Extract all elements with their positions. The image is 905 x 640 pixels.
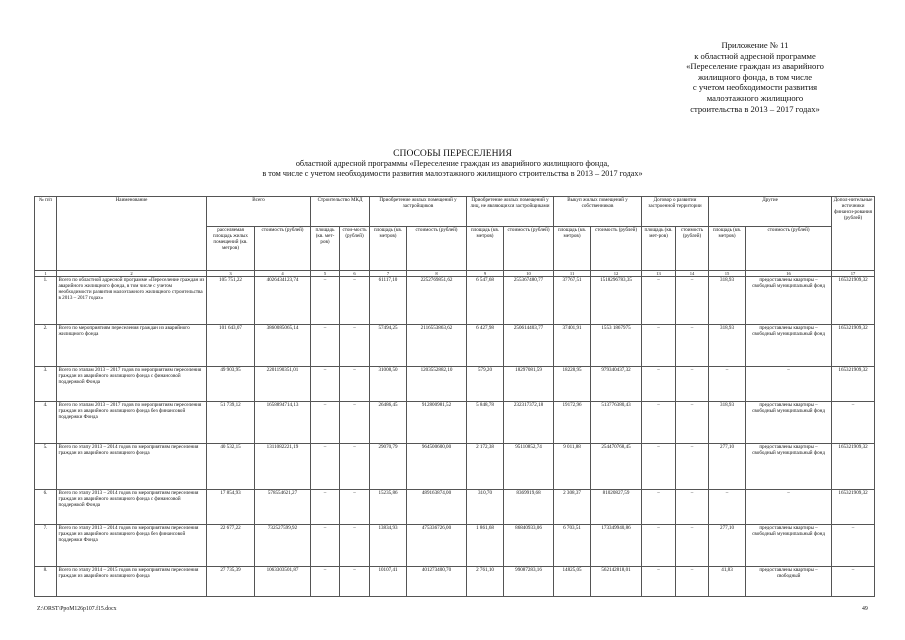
cell-c11: 19172,96 <box>554 402 591 444</box>
row-name: Всего по этапу 2013 – 2014 годов по мероприятиям переселения граждан из аварийного жилищного фонда <box>57 444 207 490</box>
cell-c15: 41,83 <box>709 567 746 597</box>
cell-c7: 13834,93 <box>370 525 407 567</box>
cell-c12: 1553 1867975 <box>591 325 642 367</box>
cell-c9: 1 861,68 <box>467 525 504 567</box>
cell-c4: 1658894714,13 <box>255 402 311 444</box>
cell-c17: 165321909,32 <box>832 444 875 490</box>
header-other: Другие <box>709 197 832 227</box>
cell-c17: 165321909,32 <box>832 490 875 525</box>
cell-c8: 2116553863,62 <box>407 325 467 367</box>
column-number: 5 <box>311 271 340 277</box>
cell-c14: – <box>676 490 709 525</box>
header-total: Всего <box>207 197 311 227</box>
cell-c10: 250614403,77 <box>504 325 554 367</box>
column-number: 1 <box>35 271 57 277</box>
cell-c6: – <box>340 367 370 402</box>
cell-c9: 579,20 <box>467 367 504 402</box>
cell-c3: 49 903,95 <box>207 367 255 402</box>
cell-c17: – <box>832 525 875 567</box>
cell-c16: предоставлены квартиры – свободный муниципальный фонд <box>746 277 832 325</box>
cell-c10: 95110852,74 <box>504 444 554 490</box>
cell-c11: 14825,05 <box>554 567 591 597</box>
cell-c8: 1203552882,10 <box>407 367 467 402</box>
cell-c9: 2 172,38 <box>467 444 504 490</box>
cell-c7: 57494,25 <box>370 325 407 367</box>
cell-c5: – <box>311 325 340 367</box>
title-sub-2: в том числе с учетом необходимости развития малоэтажного жилищного строительства в 2013 – 2017 годах» <box>262 169 643 178</box>
cell-c16: предоставлены квартиры – свободный муниципальный фонд <box>746 402 832 444</box>
column-number: 15 <box>709 271 746 277</box>
cell-c5: – <box>311 444 340 490</box>
table-row <box>35 525 875 567</box>
appendix-line: малоэтажного жилищного <box>706 92 804 103</box>
header-cost: стоимость (рублей) <box>407 227 467 271</box>
table-row <box>35 277 875 325</box>
cell-c12: 979340437,32 <box>591 367 642 402</box>
cell-c15: 277,10 <box>709 444 746 490</box>
cell-c13: – <box>642 567 676 597</box>
cell-c6: – <box>340 277 370 325</box>
title-sub-1: областной адресной программы «Переселение граждан из аварийного жилищного фонда, <box>295 159 610 168</box>
header-area: площадь (кв. метров) <box>467 227 504 271</box>
cell-c12: 513776380,43 <box>591 402 642 444</box>
row-number: 1. <box>35 277 57 325</box>
cell-c3: 51 739,12 <box>207 402 255 444</box>
cell-c13: – <box>642 277 676 325</box>
column-number: 12 <box>591 271 642 277</box>
appendix-line: к областной адресной программе <box>694 50 816 61</box>
cell-c12: 81020827,59 <box>591 490 642 525</box>
cell-c13: – <box>642 367 676 402</box>
header-cost: стоимость (рублей) <box>255 227 311 271</box>
column-number: 2 <box>57 271 207 277</box>
header-no: № п/п <box>35 197 57 271</box>
page-number: 49 <box>862 606 868 612</box>
table-row <box>35 402 875 444</box>
row-name: Всего по этапам 2013 – 2017 годов по мероприятиям переселения граждан из аварийного жилищного фонда с финансовой поддержкой Фонда <box>57 367 207 402</box>
column-number: 11 <box>554 271 591 277</box>
row-number: 4. <box>35 402 57 444</box>
appendix-line: «Переселение граждан из аварийного <box>686 61 824 72</box>
cell-c9: 5 848,78 <box>467 402 504 444</box>
cell-c6: – <box>340 567 370 597</box>
cell-c8: 2252769851,62 <box>407 277 467 325</box>
column-number: 9 <box>467 271 504 277</box>
header-area: площадь (кв. метров) <box>370 227 407 271</box>
cell-c8: 475336726,00 <box>407 525 467 567</box>
cell-c8: 912800981,52 <box>407 402 467 444</box>
cell-c16: предоставлены квартиры – свободный муниципальный фонд <box>746 525 832 567</box>
cell-c12: 1518296783,35 <box>591 277 642 325</box>
header-buyout: Выкуп жилых помещений у собственников <box>554 197 642 227</box>
cell-c16: предоставлены квартиры – свободный <box>746 567 832 597</box>
cell-c15: – <box>709 367 746 402</box>
cell-c10: 18297081,59 <box>504 367 554 402</box>
column-number: 17 <box>832 271 875 277</box>
cell-c4: 1063303501,87 <box>255 567 311 597</box>
cell-c14: – <box>676 367 709 402</box>
cell-c13: – <box>642 325 676 367</box>
header-area: площадь (кв. метров) <box>709 227 746 271</box>
cell-c13: – <box>642 402 676 444</box>
appendix-note <box>645 40 865 114</box>
row-number: 8. <box>35 567 57 597</box>
column-number: 16 <box>746 271 832 277</box>
cell-c14: – <box>676 325 709 367</box>
cell-c15: 318,93 <box>709 277 746 325</box>
cell-c14: – <box>676 444 709 490</box>
cell-c5: – <box>311 402 340 444</box>
cell-c6: – <box>340 525 370 567</box>
cell-c9: 6 427,98 <box>467 325 504 367</box>
cell-c14: – <box>676 277 709 325</box>
cell-c10: 99087283,16 <box>504 567 554 597</box>
table-row <box>35 567 875 597</box>
cell-c16: – <box>746 367 832 402</box>
header-cost: стои-мость (рублей) <box>340 227 370 271</box>
header-non-developers: Приобретение жилых помещений у лиц, не являющихся застройщиками <box>467 197 554 227</box>
row-number: 3. <box>35 367 57 402</box>
cell-c11: 6 703,51 <box>554 525 591 567</box>
cell-c8: 489163874,00 <box>407 490 467 525</box>
table-row <box>35 367 875 402</box>
cell-c12: 562142818,01 <box>591 567 642 597</box>
cell-c16: предоставлены квартиры – свободный муниципальный фонд <box>746 444 832 490</box>
cell-c6: – <box>340 444 370 490</box>
header-extra-sources: Допол-нительные источники финанси-рования (рублей) <box>832 197 875 271</box>
appendix-line: с учетом необходимости развития <box>692 82 818 93</box>
cell-c12: 254470768,45 <box>591 444 642 490</box>
column-number: 4 <box>255 271 311 277</box>
cell-c13: – <box>642 490 676 525</box>
row-name: Всего по этапу 2013 – 2014 годов по мероприятиям переселения граждан из аварийного жилищного фонда без финансовой поддержки Фонда <box>57 525 207 567</box>
cell-c3: 105 751,22 <box>207 277 255 325</box>
cell-c9: 6 547,68 <box>467 277 504 325</box>
header-cost: стоимость (рублей) <box>676 227 709 271</box>
cell-c15: – <box>709 490 746 525</box>
column-number: 14 <box>676 271 709 277</box>
cell-c8: 964500600,00 <box>407 444 467 490</box>
header-area: площадь (кв. метров) <box>554 227 591 271</box>
cell-c5: – <box>311 567 340 597</box>
cell-c7: 29070,79 <box>370 444 407 490</box>
table-row <box>35 444 875 490</box>
cell-c16: – <box>746 490 832 525</box>
cell-c5: – <box>311 277 340 325</box>
header-cost: стоимость (рублей) <box>591 227 642 271</box>
row-number: 5. <box>35 444 57 490</box>
cell-c8: 401273400,70 <box>407 567 467 597</box>
header-area-settled: расселяемая площадь жилых помещений (кв. метров) <box>207 227 255 271</box>
cell-c14: – <box>676 402 709 444</box>
cell-c17: 165321909,32 <box>832 277 875 325</box>
cell-c11: 37401,91 <box>554 325 591 367</box>
column-number: 13 <box>642 271 676 277</box>
column-number: 6 <box>340 271 370 277</box>
cell-c15: 318,93 <box>709 402 746 444</box>
cell-c3: 22 677,22 <box>207 525 255 567</box>
cell-c11: 9 011,88 <box>554 444 591 490</box>
row-name: Всего по этапу 2014 – 2015 годов по мероприятиям переселения граждан из аварийного жилищного фонда <box>57 567 207 597</box>
cell-c17: – <box>832 402 875 444</box>
title-main: СПОСОБЫ ПЕРЕСЕЛЕНИЯ <box>393 148 512 159</box>
cell-c10: 8369919,68 <box>504 490 554 525</box>
footer-file-path: Z:\ORST\PpoM126p107.f15.docx <box>37 606 117 612</box>
cell-c14: – <box>676 567 709 597</box>
row-name: Всего по этапу 2013 – 2014 годов по мероприятиям переселения граждан из аварийного жилищного фонда с финансовой поддержкой Фонда <box>57 490 207 525</box>
cell-c17: – <box>832 567 875 597</box>
cell-c4: 1311082221,19 <box>255 444 311 490</box>
resettlement-table <box>34 196 875 597</box>
cell-c12: 173349940,86 <box>591 525 642 567</box>
appendix-line: строительства в 2013 – 2017 годах» <box>690 103 820 114</box>
cell-c15: 318,93 <box>709 325 746 367</box>
cell-c11: 37767,51 <box>554 277 591 325</box>
appendix-line: Приложение № 11 <box>721 40 789 50</box>
cell-c4: 3860085065,14 <box>255 325 311 367</box>
cell-c14: – <box>676 525 709 567</box>
cell-c16: предоставлены квартиры – свободный муниципальный фонд <box>746 325 832 367</box>
table-row <box>35 325 875 367</box>
cell-c11: 18228,95 <box>554 367 591 402</box>
header-contract: Договор о развитии застроенной территории <box>642 197 709 227</box>
cell-c7: 26486,45 <box>370 402 407 444</box>
appendix-line: жилищного фонда, в том числе <box>697 71 813 82</box>
header-developers: Приобретение жилых помещений у застройщиков <box>370 197 467 227</box>
cell-c15: 277,10 <box>709 525 746 567</box>
cell-c7: 61117,10 <box>370 277 407 325</box>
table-body <box>35 277 875 597</box>
cell-c3: 17 854,93 <box>207 490 255 525</box>
cell-c17: 165321909,32 <box>832 325 875 367</box>
header-area: площадь (кв. мет-ров) <box>642 227 676 271</box>
cell-c3: 27 735,39 <box>207 567 255 597</box>
cell-c10: 86840933,06 <box>504 525 554 567</box>
cell-c11: 2 308,37 <box>554 490 591 525</box>
cell-c4: 578554621,27 <box>255 490 311 525</box>
cell-c3: 101 643,07 <box>207 325 255 367</box>
cell-c10: 255367480,77 <box>504 277 554 325</box>
header-cost: стоимость (рублей) <box>504 227 554 271</box>
row-number: 6. <box>35 490 57 525</box>
column-number: 8 <box>407 271 467 277</box>
header-area: площадь (кв. мет-ров) <box>311 227 340 271</box>
cell-c5: – <box>311 525 340 567</box>
cell-c13: – <box>642 525 676 567</box>
cell-c4: 732527599,92 <box>255 525 311 567</box>
cell-c3: 40 532,15 <box>207 444 255 490</box>
header-mkd: Строительство МКД <box>311 197 370 227</box>
cell-c9: 310,70 <box>467 490 504 525</box>
cell-c9: 2 761,10 <box>467 567 504 597</box>
cell-c6: – <box>340 402 370 444</box>
row-number: 2. <box>35 325 57 367</box>
cell-c7: 31008,50 <box>370 367 407 402</box>
cell-c4: 4026434123,74 <box>255 277 311 325</box>
document-title <box>0 148 905 179</box>
header-name: Наименование <box>57 197 207 271</box>
cell-c13: – <box>642 444 676 490</box>
cell-c5: – <box>311 490 340 525</box>
cell-c10: 232317372,18 <box>504 402 554 444</box>
column-number: 10 <box>504 271 554 277</box>
table-row <box>35 490 875 525</box>
cell-c5: – <box>311 367 340 402</box>
cell-c4: 2201190351,01 <box>255 367 311 402</box>
cell-c6: – <box>340 490 370 525</box>
row-number: 7. <box>35 525 57 567</box>
row-name: Всего по мероприятиям переселения граждан из аварийного жилищного фонда <box>57 325 207 367</box>
column-number: 3 <box>207 271 255 277</box>
header-cost: стоимость (рублей) <box>746 227 832 271</box>
cell-c6: – <box>340 325 370 367</box>
row-name: Всего по этапам 2013 – 2017 годов по мероприятиям переселения граждан из аварийного жилищного фонда без финансовой поддержки Фонда <box>57 402 207 444</box>
cell-c7: 15235,86 <box>370 490 407 525</box>
cell-c7: 10107,41 <box>370 567 407 597</box>
column-number: 7 <box>370 271 407 277</box>
row-name: Всего по областной адресной программе «Переселение граждан из аварийного жилищного фонда, в том числе с учетом необходимости развития малоэтажного жилищного строительства в 2013 – 2017 годах» <box>57 277 207 325</box>
cell-c17: 165321909,32 <box>832 367 875 402</box>
